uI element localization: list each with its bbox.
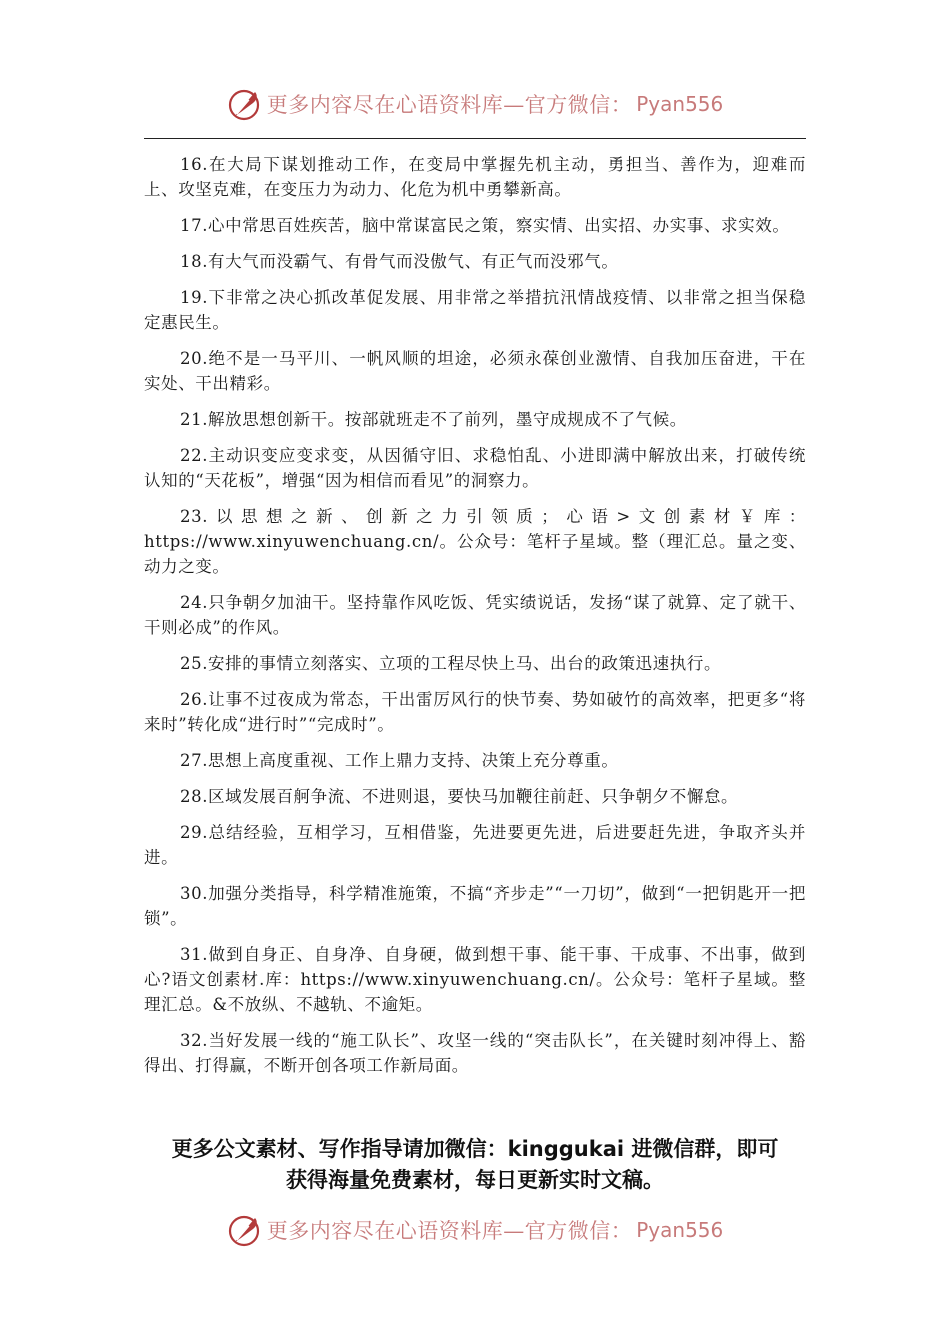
paragraph-32: 32.当好发展一线的“施工队长”、攻坚一线的“突击队长”，在关键时刻冲得上、豁得出、打得赢，不断开创各项工作新局面。 — [144, 1031, 806, 1075]
paragraph-28: 28.区域发展百舸争流、不进则退，要快马加鞭往前赶、只争朝夕不懈怠。 — [180, 787, 739, 806]
paragraph-24: 24.只争朝夕加油干。坚持靠作风吃饭、凭实绩说话，发扬“谋了就算、定了就干、干则必成”的作风。 — [144, 593, 806, 637]
footer-note-line-2: 获得海量免费素材，每日更新实时文稿。 — [286, 1168, 664, 1192]
paragraph-17: 17.心中常思百姓疾苦，脑中常谋富民之策，察实情、出实招、办实事、求实效。 — [180, 216, 790, 235]
paragraph-20: 20.绝不是一马平川、一帆风顺的坦途，必须永葆创业激情、自我加压奋进，干在实处、干出精彩。 — [144, 349, 806, 393]
paragraph-31: 31.做到自身正、自身净、自身硬，做到想干事、能干事、干成事、不出事，做到心?语文创素材.库：https://www.xinyuwenchuang.cn/。公众号：笔杆子星域。整理汇总。&不放纵、不越轨、不逾矩。 — [144, 945, 806, 1014]
paragraph-23: 23.以思想之新、创新之力引领质；心语>文创素材￥库：https://www.xinyuwenchuang.cn/。公众号：笔杆子星域。整（理汇总。量之变、动力之变。 — [144, 507, 806, 576]
paragraph-22: 22.主动识变应变求变，从因循守旧、求稳怕乱、小进即满中解放出来，打破传统认知的“天花板”，增强“因为相信而看见”的洞察力。 — [144, 446, 806, 490]
paragraph-16: 16.在大局下谋划推动工作，在变局中掌握先机主动，勇担当、善作为，迎难而上、攻坚克难，在变压力为动力、化危为机中勇攀新高。 — [144, 155, 806, 199]
paragraph-25: 25.安排的事情立刻落实、立项的工程尽快上马、出台的政策迅速执行。 — [180, 654, 722, 673]
banner-contact: Pyan556 — [636, 92, 724, 116]
footer-note-line-1: 更多公文素材、写作指导请加微信：kinggukai 进微信群，即可 — [171, 1137, 779, 1161]
quill-logo-icon — [227, 86, 263, 122]
paragraph-27: 27.思想上高度重视、工作上鼎力支持、决策上充分尊重。 — [180, 751, 619, 770]
paragraph-21: 21.解放思想创新干。按部就班走不了前列，墨守成规成不了气候。 — [180, 410, 687, 429]
paragraph-26: 26.让事不过夜成为常态，干出雷厉风行的快节奏、势如破竹的高效率，把更多“将来时”转化成“进行时”“完成时”。 — [144, 690, 806, 734]
paragraph-18: 18.有大气而没霸气、有骨气而没傲气、有正气而没邪气。 — [180, 252, 619, 271]
document-body — [144, 152, 806, 1089]
footer-banner-text: 更多内容尽在心语资料库—官方微信： — [266, 1219, 633, 1243]
footer-banner-contact: Pyan556 — [636, 1218, 724, 1242]
paragraph-30: 30.加强分类指导，科学精准施策，不搞“齐步走”“一刀切”，做到“一把钥匙开一把锁”。 — [144, 884, 806, 928]
paragraph-19: 19.下非常之决心抓改革促发展、用非常之举措抗汛情战疫情、以非常之担当保稳定惠民生。 — [144, 288, 806, 332]
footer-banner — [0, 1208, 950, 1252]
paragraph-29: 29.总结经验，互相学习，互相借鉴，先进要更先进，后进要赶先进，争取齐头并进。 — [144, 823, 806, 867]
quill-logo-icon — [227, 1212, 263, 1248]
header-divider — [144, 138, 806, 139]
banner-text: 更多内容尽在心语资料库—官方微信： — [266, 93, 633, 117]
footer-note — [120, 1134, 830, 1196]
header-banner — [0, 82, 950, 126]
